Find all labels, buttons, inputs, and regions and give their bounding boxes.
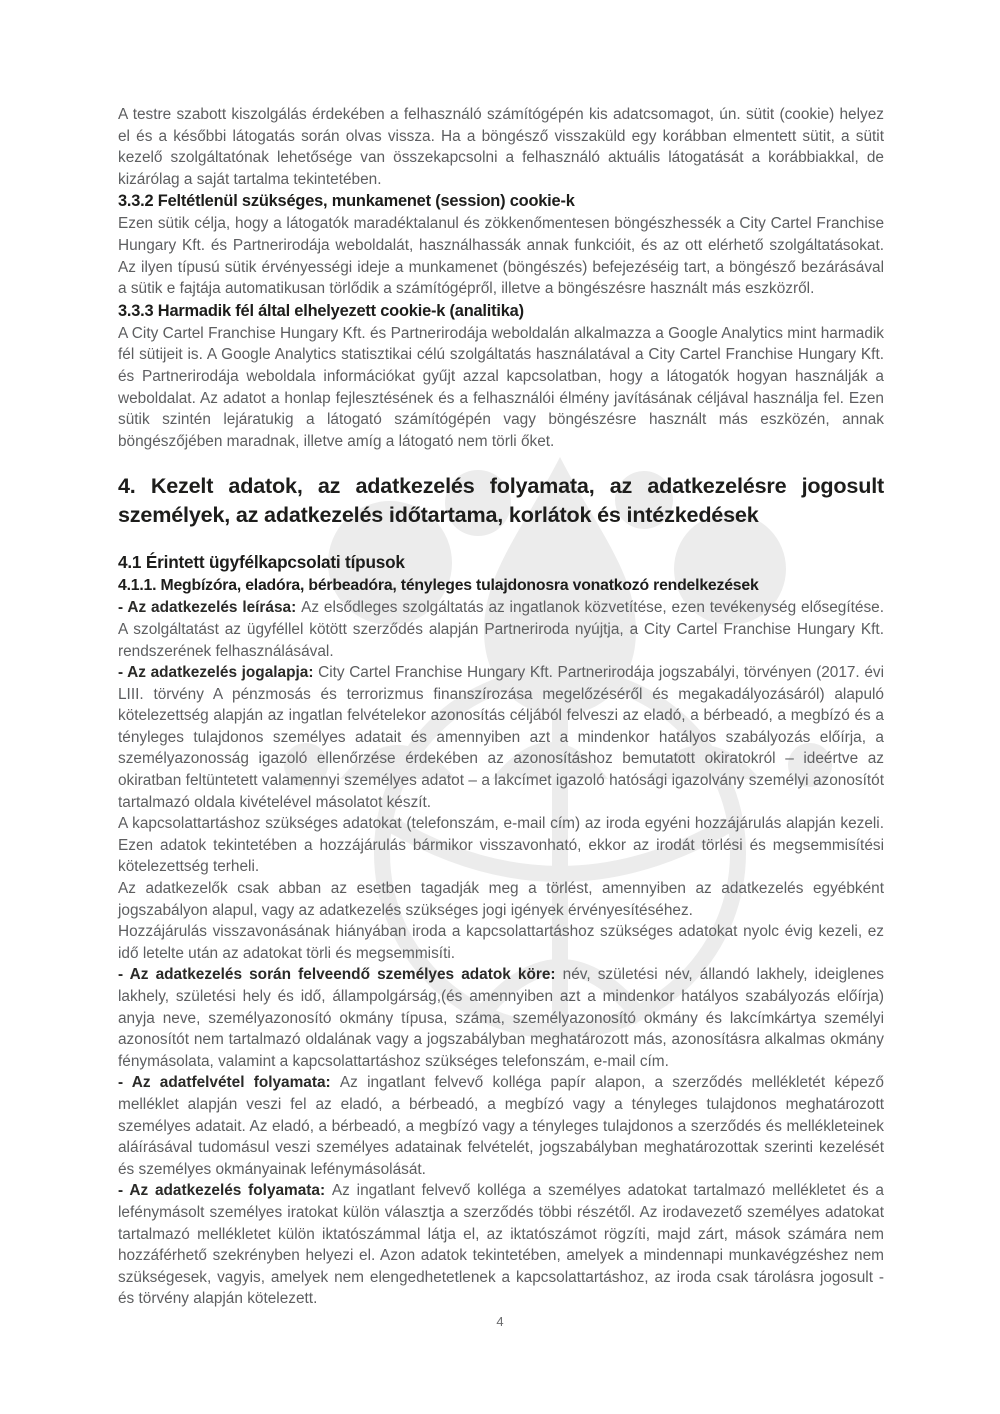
intro-paragraph: A testre szabott kiszolgálás érdekében a felhasználó számítógépén kis adatcsomagot, ún. sütit (cookie) helyez el és a későbbi látogatás során olvas vissza. Ha a böngésző visszaküld egy korábban elmentett sütit, a sütit kezelő szolgáltatónak lehetősége van összekapcsolni a felhasználó aktuális látogatását a korábbiakkal, de kizárólag a saját tartalma tekintetében. — [118, 106, 884, 188]
section-3-3-2-heading: 3.3.2 Feltétlenül szükséges, munkamenet (session) cookie-k — [118, 192, 575, 211]
section-3-3-3-paragraph: A City Cartel Franchise Hungary Kft. és Partnerirodája weboldalán alkalmazza a Google Analytics mint harmadik fél sütijeit is. A Google Analytics statisztikai célú szolgáltatás használatával a City Cartel Franchise Hungary Kft. és Partnerirodája weboldala információkat gyűjt azzal kapcsolatban, hogy a látogatók hogyan használják a weboldalat. Az adatot a honlap fejlesztésének és a felhasználói élmény javításának céljával használja fel. Ezen sütik szintén lejáratukig a látogató számítógépén vagy böngészésre használt más eszközén, annak böngészőjében maradnak, illetve amíg a látogató nem törli őket. — [118, 324, 884, 450]
item-lead: - Az adatkezelés leírása: — [118, 599, 302, 617]
item-lead: - Az adatkezelés jogalapja: — [118, 664, 319, 682]
item-adatkezeles-folyamata — [118, 1180, 884, 1310]
document-body — [118, 104, 884, 1310]
section-4-1-1-heading: 4.1.1. Megbízóra, eladóra, bérbeadóra, tényleges tulajdonosra vonatkozó rendelkezések — [118, 577, 759, 595]
item-text: név, születési név, állandó lakhely, ideiglenes lakhely, születési hely és idő, állampolgárság,(és amennyiben azt a mindenkor hatályos szabályozás előírja) anyja neve, személyazonosító okmány típusa, száma, személyazonosító okmány és lakcímkártya személyi azonosítót nem tartalmazó oldalának vagy a jogszabályban meghatározott más, azonosításra alkalmas okmány fénymásolata, valamint a kapcsolattartáshoz szükséges telefonszám, e-mail cím. — [118, 966, 884, 1070]
item-felveendo-adatok-kore — [118, 964, 884, 1072]
section-4-heading: 4. Kezelt adatok, az adatkezelés folyamata, az adatkezelésre jogosult személyek, az adatkezelés időtartama, korlátok és intézkedések — [118, 473, 884, 528]
item-lead: - Az adatkezelés során felveendő személyes adatok köre: — [118, 966, 563, 984]
paragraph-torles-megtagadas: Az adatkezelők csak abban az esetben tagadják meg a törlést, amennyiben az adatkezelés egyébként jogszabályon alapul, vagy az adatkezelés szükséges jogi igények érvényesítéséhez. — [118, 880, 884, 919]
item-text: Az ingatlant felvevő kolléga papír alapon, a szerződés mellékletét képező melléklet alapján veszi fel az eladó, a bérbeadó, a megbízó vagy a tényleges tulajdonos meghatározott személyes adatait. Az eladó, a bérbeadó, a megbízó vagy a tényleges tulajdonos a szerződés és mellékleteinek aláírásával tudomásul veszi személyes adatainak felvételét, jogszabályban meghatározottak szerinti kezelését és személyes okmányainak lefénymásolását. — [118, 1074, 884, 1178]
item-adatfelvetel-folyamata — [118, 1072, 884, 1180]
section-3-3-3-heading: 3.3.3 Harmadik fél által elhelyezett cookie-k (analitika) — [118, 301, 524, 320]
paragraph-nyolc-ev: Hozzájárulás visszavonásának hiányában iroda a kapcsolattartáshoz szükséges adatokat nyolc évig kezeli, ez idő letelte után az adatokat törli és megsemmisíti. — [118, 923, 884, 962]
paragraph-kapcsolattartas: A kapcsolattartáshoz szükséges adatokat (telefonszám, e-mail cím) az iroda egyéni hozzájárulás alapján kezeli. Ezen adatok tekintetében a hozzájárulás bármikor visszavonható, ekkor az irodát törlési és megsemmisítési kötelezettség terheli. — [118, 815, 884, 876]
section-3-3-2-paragraph: Ezen sütik célja, hogy a látogatók maradéktalanul és zökkenőmentesen böngészhessék a City Cartel Franchise Hungary Kft. és Partnerirodája weboldalát, használhassák annak funkcióit, és az ott elérhető szolgáltatásokat. Az ilyen típusú sütik érvényességi ideje a munkamenet (böngészés) befejezéséig tart, a böngésző bezárásával a sütik e fajtája automatikusan törlődik a számítógépről, illetve a böngészésre használt más eszközről. — [118, 215, 884, 298]
item-text: City Cartel Franchise Hungary Kft. Partnerirodája jogszabályi, törvényen (2017. évi LIII. törvény A pénzmosás és terrorizmus finanszírozása megelőzéséről és megakadályozásáról) alapuló kötelezettség alapján az ingatlan felvételekor azonosítás céljából felveszi az eladó, a bérbeadó, a megbízó és a tényleges tulajdonos személyes adatait és amennyiben azt a mindenkor hatályos szabályozás előírja, a személyazonosság igazoló ellenőrzése érdekében az azonosításhoz bemutatott okiratokról – ideértve az okiratban feltüntetett valamennyi személyes adatot – a lakcímet igazoló hatósági igazolvány személyi azonosítót tartalmazó oldala kivételével másolatot készít. — [118, 664, 884, 811]
item-adatkezeles-jogalapja — [118, 662, 884, 813]
item-lead: - Az adatfelvétel folyamata: — [118, 1074, 340, 1092]
item-text: Az ingatlant felvevő kolléga a személyes adatokat tartalmazó mellékletet és a lefénymásolt személyes iratokat külön választja a szerződés többi részétől. Az irodavezető személyes adatokat tartalmazó mellékletet külön iktatószámmal látja el, az iktatószámot rögzíti, majd zárt, mások számára nem hozzáférhető szekrényben helyezi el. Azon adatok tekintetében, amelyek a mindennapi munkavégzéshez nem szükségesek, vagyis, amelyek nem elengedhetetlenek a kapcsolattartáshoz, az iroda csak tárolásra jogosult - és törvény alapján kötelezett. — [118, 1182, 884, 1308]
section-4-1-heading: 4.1 Érintett ügyfélkapcsolati típusok — [118, 552, 405, 573]
page-number: 4 — [496, 1314, 504, 1329]
item-text: Az elsődleges szolgáltatás az ingatlanok közvetítése, ezen tevékenység elősegítése. A szolgáltatást az ügyféllel kötött szerződés alapján Partneriroda nyújtja, a City Cartel Franchise Hungary Kft. rendszerének felhasználásával. — [118, 599, 884, 660]
item-adatkezeles-leirasa — [118, 597, 884, 662]
item-lead: - Az adatkezelés folyamata: — [118, 1182, 332, 1200]
